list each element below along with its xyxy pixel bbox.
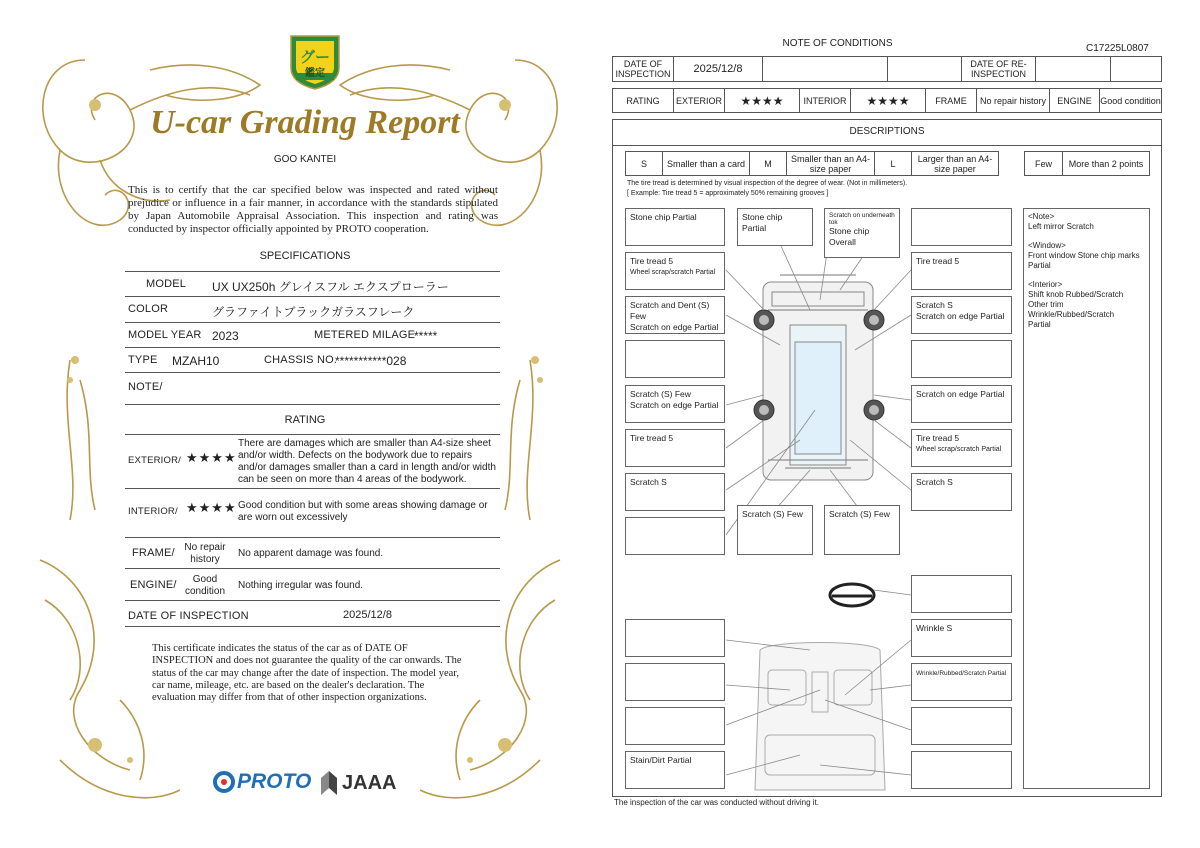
note-text: Scratch (S) Few: [630, 389, 691, 399]
engine-label: ENGINE/: [130, 579, 177, 591]
tire-example: [ Example: Tire tread 5 = approximately 50% remaining grooves ]: [627, 190, 829, 197]
note-box-rear-right: [824, 505, 900, 555]
note-box-front-left: [625, 208, 725, 246]
engine-value: Good condition: [184, 574, 226, 597]
document-id: C17225L0807: [1086, 43, 1149, 54]
model-year-value: 2023: [212, 329, 239, 343]
note-of-conditions: [600, 0, 1200, 848]
legend-l: L: [874, 151, 912, 176]
note-box-rear-left: [737, 505, 813, 555]
note-box-front-blank: [911, 208, 1012, 246]
rating-heading: RATING: [284, 414, 326, 426]
chassis-value: ***********028: [335, 354, 407, 368]
tire-note: The tire tread is determined by visual inspection of the degree of wear. (Not in millimeters).: [627, 180, 908, 187]
note-box-left-2: [625, 296, 725, 334]
date-of-reinspection-label: DATE OF RE-INSPECTION: [961, 56, 1036, 82]
note-text: Scratch S: [916, 477, 953, 487]
interior-stars: ★★★★: [186, 500, 237, 515]
specifications-heading: SPECIFICATIONS: [259, 250, 351, 262]
side-note-text: Other trim: [1028, 300, 1064, 309]
certificate-title: U-car Grading Report: [150, 104, 460, 141]
note-text: Scratch on edge Partial: [630, 400, 719, 410]
proto-logo: [213, 770, 311, 794]
legend-few: Few: [1024, 151, 1063, 176]
interior-label: INTERIOR: [799, 88, 851, 113]
note-text: Tire tread 5: [630, 256, 674, 266]
color-label: COLOR: [128, 303, 169, 315]
exterior-stars: ★★★★: [724, 88, 800, 113]
note-text: Scratch and Dent (S) Few: [630, 300, 710, 321]
jaaa-wordmark: JAAA: [342, 771, 397, 794]
certificate-subtitle: GOO KANTEI: [273, 154, 337, 165]
note-box-left-1: [625, 252, 725, 290]
side-note-heading-note: <Note>: [1028, 212, 1055, 221]
proto-wordmark: PROTO: [237, 770, 312, 793]
note-box-left-7: [625, 517, 725, 555]
metered-value: *****: [414, 329, 438, 343]
frame-value: No repair history: [184, 542, 226, 565]
note-text: Wrinkle/Rubbed/Scratch Partial: [916, 670, 1007, 677]
certificate-footer: This certificate indicates the status of the car as of DATE OF INSPECTION and does not guarantee the quality of the car onwards. The status of the car may change after the date of inspection. The model year, car name, mileage, etc. are based on the dealer's declaration. The evaluation may differ from that of other inspection organizations.: [152, 643, 462, 704]
side-note-text: Partial: [1028, 320, 1051, 329]
exterior-label: EXTERIOR: [673, 88, 725, 113]
legend-m: M: [749, 151, 787, 176]
engine-label: ENGINE: [1049, 88, 1100, 113]
note-text: Wheel scrap/scratch Partial: [916, 446, 1002, 453]
note-text: Wheel scrap/scratch Partial: [630, 269, 716, 276]
note-box-interior-right-4: [911, 707, 1012, 745]
note-label: NOTE/: [128, 381, 163, 393]
note-box-interior-left-3: [625, 663, 725, 701]
interior-stars: ★★★★: [850, 88, 926, 113]
note-box-interior-right-3: [911, 663, 1012, 701]
note-text: Stone chip Overall: [829, 226, 870, 247]
frame-description: No apparent damage was found.: [238, 548, 384, 559]
note-text: Scratch (S) Few: [829, 509, 890, 519]
note-box-steering: [911, 575, 1012, 613]
side-note-heading-interior: <Interior>: [1028, 280, 1063, 289]
jaaa-mark-icon: [319, 770, 339, 796]
engine-description: Nothing irregular was found.: [238, 580, 364, 591]
proto-mark-icon: [213, 771, 235, 793]
note-text: Scratch (S) Few: [742, 509, 803, 519]
note-box-right-4: [911, 385, 1012, 423]
note-text: Scratch on edge Partial: [630, 322, 719, 332]
badge-text-bottom: 鑑定: [305, 68, 325, 79]
exterior-stars: ★★★★: [186, 450, 237, 465]
model-year-label: MODEL YEAR: [128, 329, 202, 341]
note-text: Stone chip Partial: [742, 212, 783, 233]
color-value: グラファイトブラックガラスフレーク: [212, 305, 415, 319]
date-of-inspection-value: 2025/12/8: [673, 56, 763, 82]
note-box-left-3: [625, 340, 725, 378]
note-box-right-6: [911, 473, 1012, 511]
note-text: Tire tread 5: [916, 433, 960, 443]
side-notes-panel: [1023, 208, 1150, 789]
legend-s-desc: Smaller than a card: [662, 151, 750, 176]
note-text: Stain/Dirt Partial: [630, 755, 692, 765]
note-text: Wrinkle S: [916, 623, 953, 633]
exterior-label: EXTERIOR/: [128, 455, 182, 466]
legend-few-desc: More than 2 points: [1062, 151, 1150, 176]
date-of-inspection-value: 2025/12/8: [343, 609, 392, 621]
interior-label: INTERIOR/: [128, 506, 178, 517]
note-box-interior-left-2: [625, 619, 725, 657]
frame-label: FRAME: [925, 88, 977, 113]
side-note-text: Left mirror Scratch: [1028, 222, 1094, 231]
date-of-inspection-label: DATE OF INSPECTION: [612, 56, 674, 82]
note-text: Stone chip Partial: [630, 212, 697, 222]
legend-m-desc: Smaller than an A4-size paper: [786, 151, 875, 176]
note-box-right-5: [911, 429, 1012, 467]
type-value: MZAH10: [172, 354, 220, 368]
note-box-interior-right-2: [911, 619, 1012, 657]
engine-value: Good condition: [1099, 88, 1162, 113]
conditions-footer: The inspection of the car was conducted without driving it.: [614, 798, 819, 807]
model-value: UX UX250h グレイスフル エクスプローラー: [212, 280, 449, 294]
interior-description: Good condition but with some areas showing damage or are worn out excessively: [238, 500, 488, 523]
note-text: Scratch on edge Partial: [916, 389, 1005, 399]
metered-label: METERED MILAGE: [314, 329, 416, 341]
steering-wheel-icon: [830, 584, 874, 606]
note-text: Tire tread 5: [916, 256, 960, 266]
note-box-interior-left-5: [625, 751, 725, 789]
note-box-left-4: [625, 385, 725, 423]
descriptions-heading: DESCRIPTIONS: [849, 126, 925, 137]
exterior-description: There are damages which are smaller than A4-size sheet and/or width. Defects on the bodywork due to repairs and/or damages smaller than a card in length and/or width can be seen on more than 4 areas of the bodywork.: [238, 438, 496, 485]
note-text: Tire tread 5: [630, 433, 674, 443]
note-box-front-center: [737, 208, 813, 246]
frame-label: FRAME/: [132, 547, 175, 559]
note-box-right-2: [911, 296, 1012, 334]
side-note-text: Front window Stone chip marks Partial: [1028, 251, 1140, 270]
certificate-intro: This is to certify that the car specified below was inspected and rated without prejudice or influence in a fair manner, in accordance with the standards stipulated by Japan Automobile Appraisal Association. This inspection and rating was conducted by inspector officially appointed by PROTO cooperation.: [128, 184, 498, 235]
note-box-left-6: [625, 473, 725, 511]
legend-s: S: [625, 151, 663, 176]
note-text: Scratch S: [916, 300, 953, 310]
note-box-front-right: [824, 208, 900, 258]
model-label: MODEL: [146, 278, 187, 290]
note-box-right-1: [911, 252, 1012, 290]
legend-l-desc: Larger than an A4-size paper: [911, 151, 999, 176]
type-label: TYPE: [128, 354, 158, 366]
frame-value: No repair history: [976, 88, 1050, 113]
date-of-inspection-label: DATE OF INSPECTION: [128, 610, 249, 622]
note-text-small: Scratch on underneath tok: [829, 212, 895, 226]
side-note-heading-window: <Window>: [1028, 241, 1066, 250]
rating-label: RATING: [612, 88, 674, 113]
conditions-title: NOTE OF CONDITIONS: [782, 38, 893, 49]
chassis-label: CHASSIS NO.: [264, 354, 338, 366]
side-note-text: Shift knob Rubbed/Scratch: [1028, 290, 1124, 299]
note-box-interior-right-5: [911, 751, 1012, 789]
note-text: Scratch on edge Partial: [916, 311, 1005, 321]
note-box-interior-left-4: [625, 707, 725, 745]
note-box-left-5: [625, 429, 725, 467]
badge-text-top: グー: [299, 49, 330, 66]
goo-kantei-badge: [287, 32, 343, 90]
side-note-text: Wrinkle/Rubbed/Scratch: [1028, 310, 1115, 319]
note-box-right-3: [911, 340, 1012, 378]
jaaa-logo: [319, 770, 396, 796]
note-text: Scratch S: [630, 477, 667, 487]
